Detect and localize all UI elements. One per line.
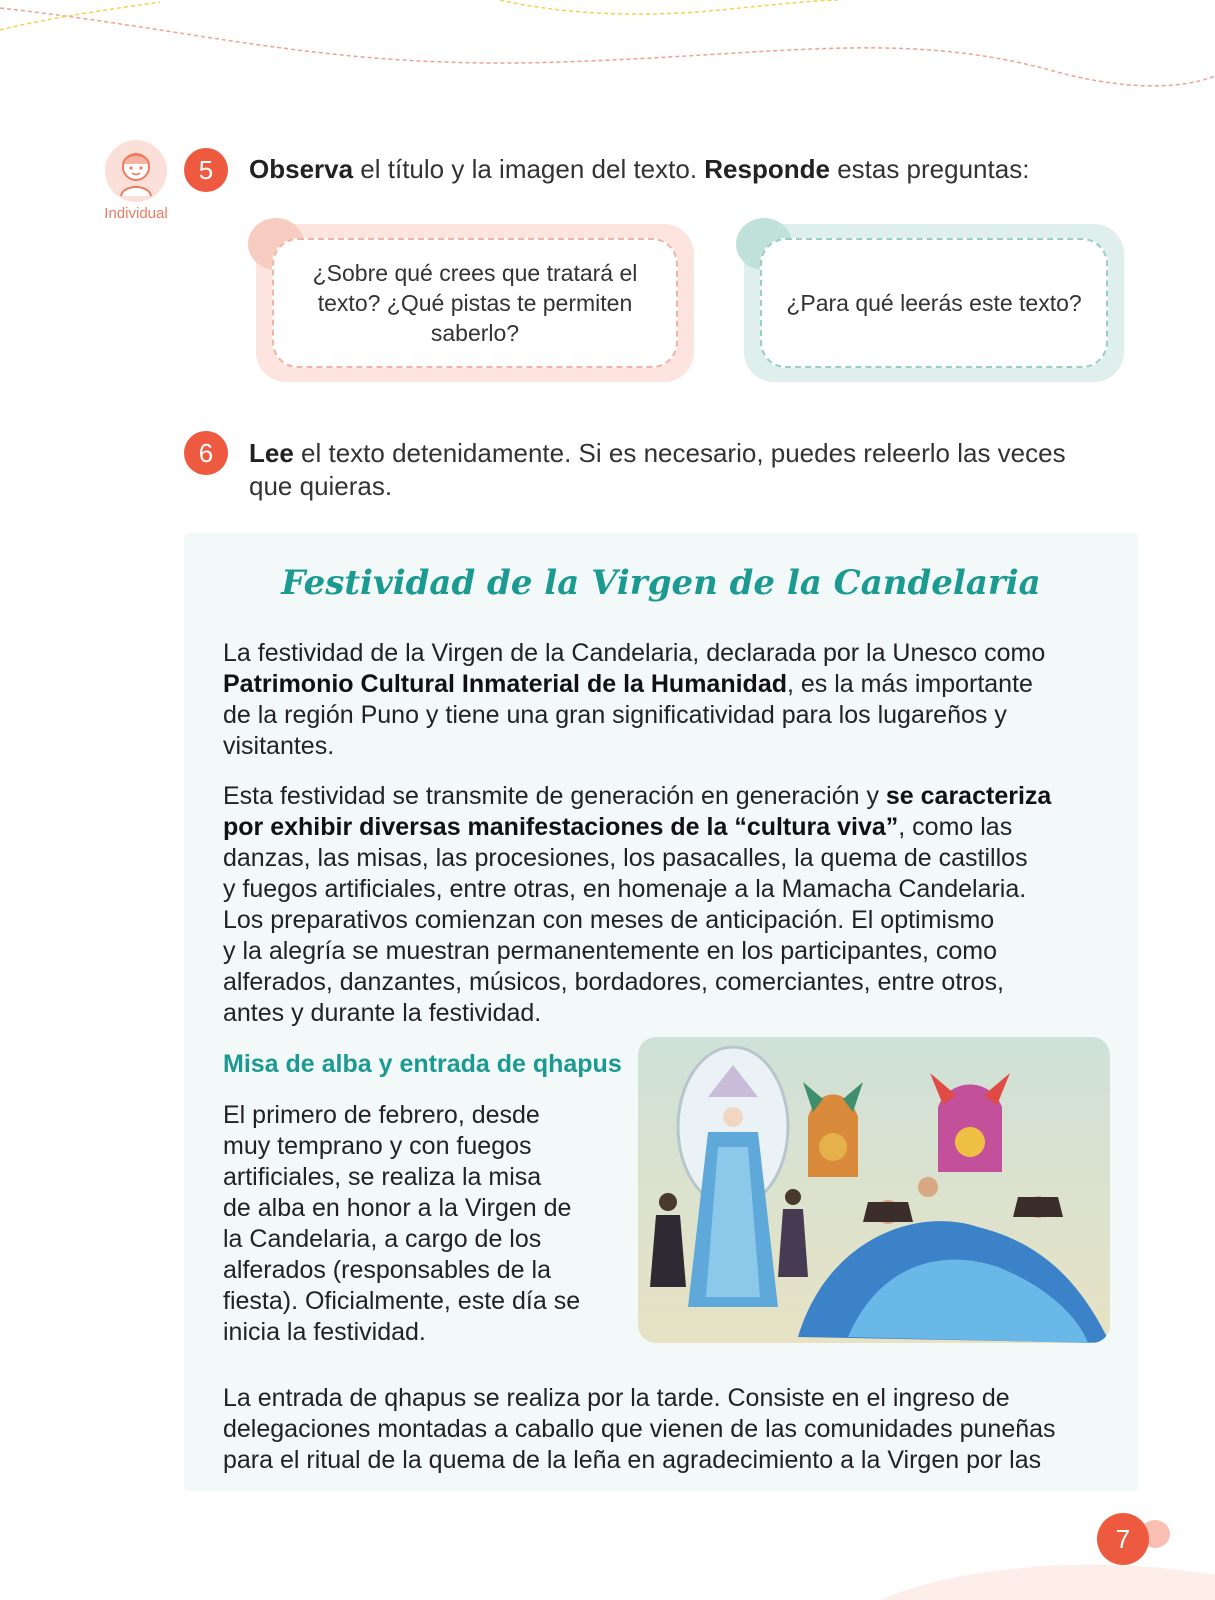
step6-bold-lee: Lee xyxy=(249,438,294,468)
decorative-top-lines xyxy=(0,0,1215,110)
p3-line: alferados (responsables de la xyxy=(223,1256,551,1284)
p2-line: danzas, las misas, las procesiones, los pasacalles, la quema de castillos xyxy=(223,844,1028,872)
p1-bold-patrimonio: Patrimonio Cultural Inmaterial de la Humanidad xyxy=(223,670,787,698)
reading-subheading: Misa de alba y entrada de qhapus xyxy=(223,1050,622,1078)
reading-paragraph-1 xyxy=(223,638,1123,762)
p2-line: , como las xyxy=(898,813,1013,841)
step6-instruction xyxy=(249,437,1066,503)
p2-line: alferados, danzantes, músicos, bordadores, comerciantes, entre otros, xyxy=(223,968,1004,996)
p3-line: artificiales, se realiza la misa xyxy=(223,1163,542,1191)
p2-line: Esta festividad se transmite de generación en generación y xyxy=(223,782,886,810)
p1-line: , es la más importante xyxy=(787,670,1033,698)
step6-line-1: el texto detenidamente. Si es necesario, puedes releerlo las veces xyxy=(293,438,1066,468)
activity-mode-label: Individual xyxy=(104,205,168,222)
question-card-2 xyxy=(744,224,1124,382)
p3-line: la Candelaria, a cargo de los xyxy=(223,1225,542,1253)
question-card-1-text: ¿Sobre qué crees que tratará el texto? ¿Qué pistas te permiten saberlo? xyxy=(272,238,678,368)
question-card-1 xyxy=(256,224,694,382)
reading-title: Festividad de la Virgen de la Candelaria xyxy=(281,563,1041,603)
step-number-5: 5 xyxy=(184,148,228,192)
p1-line: visitantes. xyxy=(223,732,335,760)
p1-line: de la región Puno y tiene una gran significatividad para los lugareños y xyxy=(223,701,1007,729)
p2-line: y la alegría se muestran permanentemente en los participantes, como xyxy=(223,937,998,965)
p4-line: para el ritual de la quema de la leña en agradecimiento a la Virgen por las xyxy=(223,1446,1042,1474)
festival-illustration xyxy=(638,1037,1110,1343)
step5-instruction xyxy=(249,153,1029,186)
p2-line: y fuegos artificiales, entre otras, en homenaje a la Mamacha Candelaria. xyxy=(223,875,1027,903)
p2-bold-cultura-viva: por exhibir diversas manifestaciones de la “cultura viva” xyxy=(223,813,899,841)
student-icon xyxy=(105,140,167,202)
p1-line: La festividad de la Virgen de la Candelaria, declarada por la Unesco como xyxy=(223,639,1046,667)
step5-text-a: el título y la imagen del texto. xyxy=(353,154,705,184)
p3-line: fiesta). Oficialmente, este día se xyxy=(223,1287,581,1315)
p3-line: de alba en honor a la Virgen de xyxy=(223,1194,572,1222)
p3-line: muy temprano y con fuegos xyxy=(223,1132,532,1160)
step5-text-b: estas preguntas: xyxy=(829,154,1030,184)
reading-paragraph-2 xyxy=(223,781,1123,1029)
step5-bold-responde: Responde xyxy=(704,154,830,184)
reading-paragraph-4 xyxy=(223,1383,1123,1476)
step-number-6: 6 xyxy=(184,431,228,475)
p2-bold-caracteriza: se caracteriza xyxy=(885,782,1052,810)
question-card-2-text: ¿Para qué leerás este texto? xyxy=(760,238,1108,368)
step6-line-2: que quieras. xyxy=(249,471,393,501)
decorative-bottom-shape xyxy=(880,1555,1215,1600)
activity-mode-indicator xyxy=(94,140,178,222)
p4-line: La entrada de qhapus se realiza por la tarde. Consiste en el ingreso de xyxy=(223,1384,1010,1412)
page-number: 7 xyxy=(1097,1513,1149,1565)
p3-line: inicia la festividad. xyxy=(223,1318,426,1346)
reading-paragraph-3 xyxy=(223,1100,623,1348)
p3-line: El primero de febrero, desde xyxy=(223,1101,540,1129)
p2-line: antes y durante la festividad. xyxy=(223,999,542,1027)
p2-line: Los preparativos comienzan con meses de anticipación. El optimismo xyxy=(223,906,995,934)
step5-bold-observa: Observa xyxy=(249,154,354,184)
festival-illustration-drawing xyxy=(638,1037,1110,1343)
p4-line: delegaciones montadas a caballo que vienen de las comunidades puneñas xyxy=(223,1415,1056,1443)
